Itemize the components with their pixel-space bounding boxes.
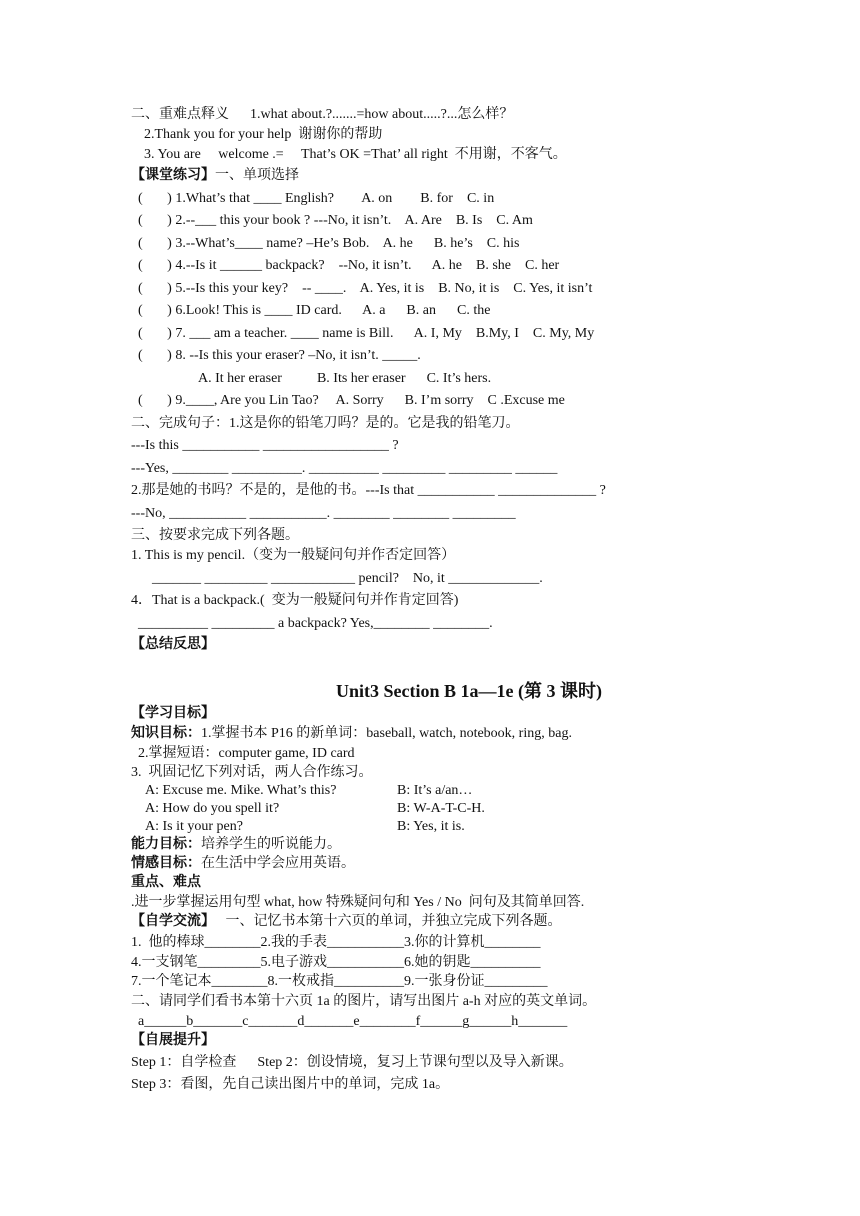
lesson-title: Unit3 Section B 1a—1e (第 3 课时): [336, 681, 602, 701]
question-9: ( ) 9.____, Are you Lin Tao? A. Sorry B. I’m sorry C .Excuse me: [138, 393, 565, 408]
dialog-a1: A: Excuse me. Mike. What’s this?: [145, 783, 337, 798]
dialog-a3: A: Is it your pen?: [145, 819, 243, 834]
sentence-line-1: ---Is this ___________ __________________ ?: [131, 438, 399, 453]
section-complete-sentences: 二、完成句子：1.这是你的铅笔刀吗？是的。它是我的铅笔刀。: [131, 416, 520, 431]
emotion-goal-label: 情感目标：: [131, 856, 201, 871]
dialog-b1: B: It’s a/an…: [397, 783, 473, 798]
self-study-label: 【自学交流】: [131, 914, 215, 929]
key-difficulty-heading: 重点、难点: [131, 875, 201, 890]
knowledge-goal-text: 1.掌握书本 P16 的新单词：baseball, watch, notebook, ring, bag.: [201, 726, 572, 741]
self-study-heading: [131, 913, 562, 931]
ability-goal: [131, 836, 341, 854]
question-1: ( ) 1.What’s that ____ English? A. on B. for C. in: [138, 191, 495, 206]
emotion-goal: [131, 855, 355, 873]
extension-heading: 【自展提升】: [131, 1033, 215, 1048]
sentence-line-2: ---Yes, ________ __________. __________ _________ _________ ______: [131, 461, 558, 476]
knowledge-goal-label: 知识目标：: [131, 726, 201, 741]
practice-label: 【课堂练习】: [131, 168, 215, 183]
key-points-heading: 二、重难点释义 1.what about.?.......=how about.....?...怎么样？: [131, 107, 514, 122]
word-row-1: 1. 他的棒球________2.我的手表___________3.你的计算机________: [131, 935, 541, 950]
question-8: ( ) 8. --Is this your eraser? –No, it isn’t. _____.: [138, 348, 421, 363]
summary-heading: 【总结反思】: [131, 637, 215, 652]
knowledge-goal-2: 2.掌握短语：computer game, ID card: [138, 746, 355, 761]
dialog-b2: B: W-A-T-C-H.: [397, 801, 485, 816]
dialog-b3: B: Yes, it is.: [397, 819, 465, 834]
question-4: ( ) 4.--Is it ______ backpack? --No, it isn’t. A. he B. she C. her: [138, 258, 560, 273]
word-row-2: 4.一支钢笔_________5.电子游戏___________6.她的钥匙__________: [131, 955, 541, 970]
dialog-a2: A: How do you spell it?: [145, 801, 280, 816]
knowledge-goal-3: 3. 巩固记忆下列对话，两人合作练习。: [131, 765, 373, 780]
key-point-2: 2.Thank you for your help 谢谢你的帮助: [144, 127, 383, 142]
picture-task: 二、请同学们看书本第十六页 1a 的图片，请写出图片 a-h 对应的英文单词。: [131, 994, 597, 1009]
question-3: ( ) 3.--What’s____ name? –He’s Bob. A. he B. he’s C. his: [138, 236, 520, 251]
step-3: Step 3：看图，先自己读出图片中的单词，完成 1a。: [131, 1077, 450, 1092]
goals-heading: 【学习目标】: [131, 706, 215, 721]
question-8-options: A. It her eraser B. Its her eraser C. It’s hers.: [198, 371, 492, 386]
emotion-goal-text: 在生活中学会应用英语。: [201, 856, 355, 871]
key-point-3: 3. You are welcome .= That’s OK =That’ all right 不用谢，不客气。: [144, 147, 567, 162]
word-row-3: 7.一个笔记本________8.一枚戒指__________9.一张身份证_________: [131, 974, 548, 989]
question-7: ( ) 7. ___ am a teacher. ____ name is Bill. A. I, My B.My, I C. My, My: [138, 326, 595, 341]
steps-1-2: Step 1：自学检查 Step 2：创设情境，复习上节课句型以及导入新课。: [131, 1055, 573, 1070]
practice-heading: [131, 167, 299, 185]
ability-goal-label: 能力目标：: [131, 837, 201, 852]
ability-goal-text: 培养学生的听说能力。: [201, 837, 341, 852]
sentence-line-3: 2.那是她的书吗？不是的，是他的书。---Is that ___________ ______________ ?: [131, 483, 606, 498]
section-transform: 三、按要求完成下列各题。: [131, 528, 299, 543]
knowledge-goal: [131, 725, 572, 743]
key-difficulty-text: .进一步掌握运用句型 what, how 特殊疑问句和 Yes / No 问句及其简单回答.: [131, 895, 585, 910]
transform-1: 1. This is my pencil.（变为一般疑问句并作否定回答）: [131, 548, 456, 563]
question-5: ( ) 5.--Is this your key? -- ____. A. Yes, it is B. No, it is C. Yes, it isn’t: [138, 281, 593, 296]
transform-4-blanks: __________ _________ a backpack? Yes,________ ________.: [138, 616, 493, 631]
transform-1-blanks: _______ _________ ____________ pencil? No, it _____________.: [152, 571, 543, 586]
picture-letter-blanks: a______b_______c_______d_______e________f______g______h_______: [138, 1014, 568, 1029]
question-6: ( ) 6.Look! This is ____ ID card. A. a B. an C. the: [138, 303, 491, 318]
question-2: ( ) 2.--___ this your book ? ---No, it isn’t. A. Are B. Is C. Am: [138, 213, 533, 228]
transform-4: 4．That is a backpack.( 变为一般疑问句并作肯定回答): [131, 593, 459, 608]
practice-sub: 一、单项选择: [215, 168, 299, 183]
sentence-line-4: ---No, ___________ ___________. ________ ________ _________: [131, 506, 516, 521]
self-study-instruction: 一、记忆书本第十六页的单词，并独立完成下列各题。: [215, 914, 562, 929]
